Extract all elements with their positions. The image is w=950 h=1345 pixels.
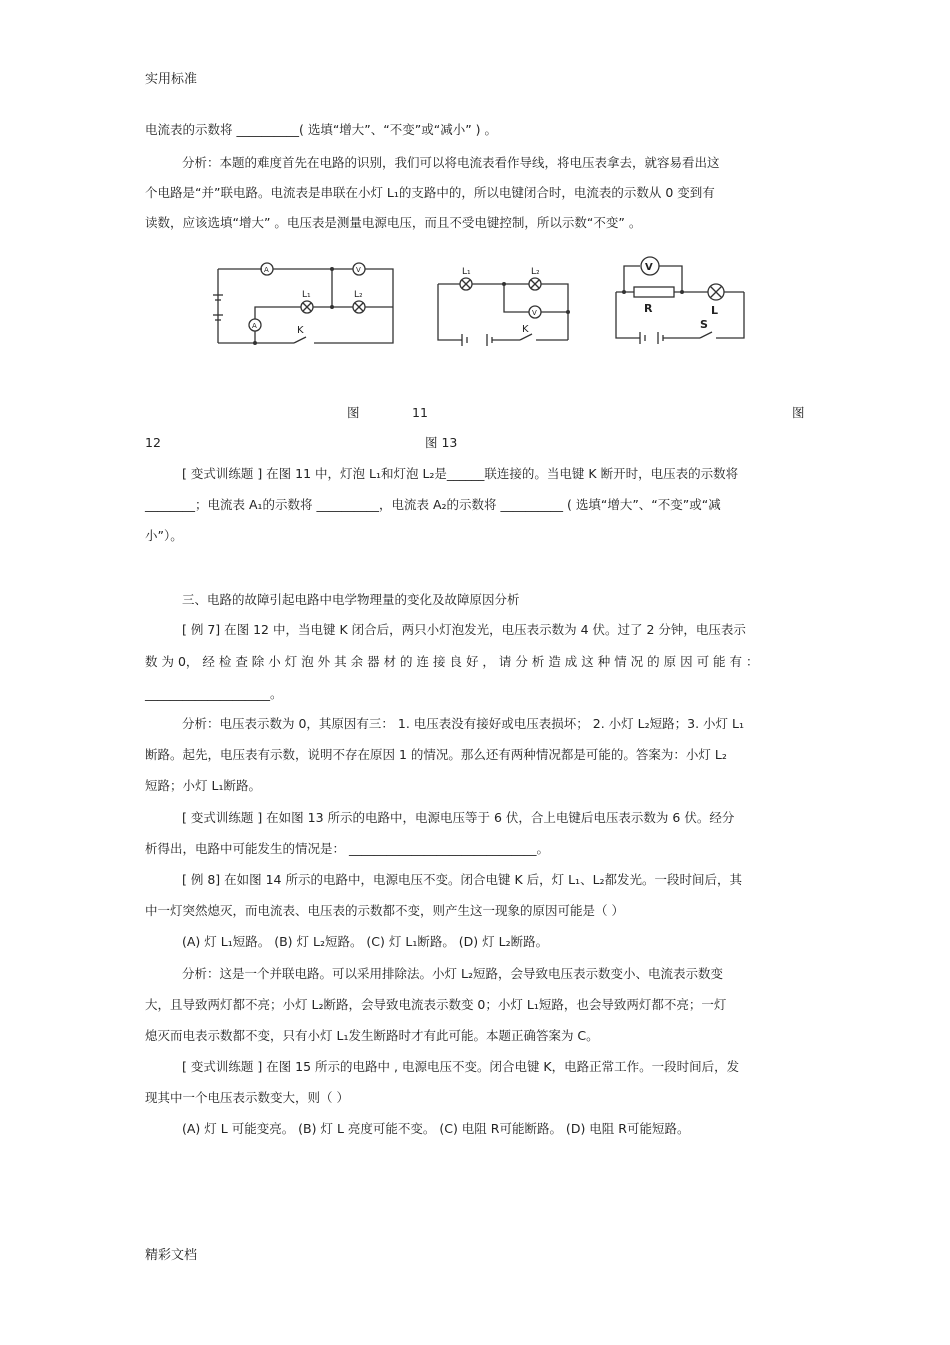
text-line: [ 变式训练题 ] 在图 15 所示的电路中 , 电源电压不变。闭合电键 K，电路正常工作。一段时间后，发 bbox=[182, 1059, 740, 1074]
text-line: [ 例 8] 在如图 14 所示的电路中，电源电压不变。闭合电键 K 后，灯 L₁、L₂都发光。一段时间后，其 bbox=[182, 872, 743, 887]
ammeter-a2-label: A bbox=[264, 266, 269, 274]
switch-k-label: K bbox=[522, 324, 529, 335]
voltmeter-label: V bbox=[645, 262, 653, 273]
page-header: 实用标准 bbox=[145, 72, 198, 87]
text-line: 读数，应该选填“增大” 。电压表是测量电源电压，而且不受电键控制，所以示数“不变” 。 bbox=[145, 215, 642, 230]
figure-caption: 图 bbox=[347, 405, 360, 420]
text-line: 电流表的示数将 __________( 选填“增大”、“不变”或“减小” ) 。 bbox=[145, 122, 498, 137]
answer-options: (A) 灯 L 可能变亮。 (B) 灯 L 亮度可能不变。 (C) 电阻 R可能断路。 (D) 电阻 R可能短路。 bbox=[182, 1121, 690, 1136]
page-footer: 精彩文档 bbox=[145, 1248, 198, 1263]
text-line: ________；电流表 A₁的示数将 __________，电流表 A₂的示数将 __________ ( 选填“增大”、“不变”或“减 bbox=[145, 497, 721, 512]
lamp-l-label: L bbox=[711, 304, 719, 317]
text-line: ____________________。 bbox=[145, 686, 283, 701]
circuit-figure-12 bbox=[432, 262, 572, 352]
text-line: 熄灭而电表示数都不变，只有小灯 L₁发生断路时才有此可能。本题正确答案为 C。 bbox=[145, 1028, 599, 1043]
lamp-l2-label: L₂ bbox=[531, 267, 540, 277]
figure-caption: 图 bbox=[792, 405, 805, 420]
lamp-l1-label: L₁ bbox=[462, 267, 471, 277]
text-line: 数 为 0， 经 检 查 除 小 灯 泡 外 其 余 器 材 的 连 接 良 好 ， 请 分 析 造 成 这 种 情 况 的 原 因 可 能 有 ： bbox=[145, 654, 759, 669]
text-line: [ 变式训练题 ] 在如图 13 所示的电路中，电源电压等于 6 伏，合上电键后电压表示数为 6 伏。经分 bbox=[182, 810, 735, 825]
ammeter-a1-label: A bbox=[252, 322, 257, 330]
lamp-l1-label: L₁ bbox=[302, 290, 311, 300]
text-line: 分析：本题的难度首先在电路的识别，我们可以将电流表看作导线，将电压表拿去，就容易看出这 bbox=[182, 155, 720, 170]
lamp-l2-label: L₂ bbox=[354, 290, 363, 300]
text-line: 分析：这是一个并联电路。可以采用排除法。小灯 L₂短路，会导致电压表示数变小、电流表示数变 bbox=[182, 966, 723, 981]
resistor-r-label: R bbox=[644, 302, 653, 315]
answer-options: (A) 灯 L₁短路。 (B) 灯 L₂短路。 (C) 灯 L₁断路。 (D) 灯 L₂断路。 bbox=[182, 934, 549, 949]
text-line: 析得出，电路中可能发生的情况是： ______________________________。 bbox=[145, 841, 549, 856]
text-line: 小”）。 bbox=[145, 528, 183, 543]
voltmeter-label: V bbox=[532, 309, 537, 317]
text-line: 中一灯突然熄灭，而电流表、电压表的示数都不变，则产生这一现象的原因可能是（ ） bbox=[145, 903, 624, 918]
text-line: 大，且导致两灯都不亮；小灯 L₂断路，会导致电流表示数变 0；小灯 L₁短路，也会导致两灯都不亮；一灯 bbox=[145, 997, 727, 1012]
circuit-figure-11 bbox=[210, 255, 400, 355]
section-heading: 三、电路的故障引起电路中电学物理量的变化及故障原因分析 bbox=[182, 592, 520, 607]
switch-s-label: S bbox=[700, 318, 708, 331]
text-line: [ 例 7] 在图 12 中，当电键 K 闭合后，两只小灯泡发光，电压表示数为 4 伏。过了 2 分钟，电压表示 bbox=[182, 622, 746, 637]
circuit-figure-13 bbox=[610, 250, 750, 350]
text-line: [ 变式训练题 ] 在图 11 中，灯泡 L₁和灯泡 L₂是______联连接的。当电键 K 断开时，电压表的示数将 bbox=[182, 466, 739, 481]
text-line: 现其中一个电压表示数变大，则（ ） bbox=[145, 1090, 349, 1105]
figure-caption: 12 bbox=[145, 435, 161, 450]
figure-caption: 图 13 bbox=[425, 435, 458, 450]
switch-k-label: K bbox=[297, 325, 304, 336]
text-line: 短路；小灯 L₁断路。 bbox=[145, 778, 261, 793]
text-line: 断路。起先，电压表有示数，说明不存在原因 1 的情况。那么还有两种情况都是可能的。答案为：小灯 L₂ bbox=[145, 747, 727, 762]
resistor-r-icon bbox=[634, 287, 674, 297]
figure-caption: 11 bbox=[412, 405, 428, 420]
text-line: 个电路是“并”联电路。电流表是串联在小灯 L₁的支路中的，所以电键闭合时，电流表的示数从 0 变到有 bbox=[145, 185, 715, 200]
text-line: 分析：电压表示数为 0，其原因有三： 1. 电压表没有接好或电压表损坏； 2. 小灯 L₂短路；3. 小灯 L₁ bbox=[182, 716, 744, 731]
voltmeter-label: V bbox=[356, 266, 361, 274]
